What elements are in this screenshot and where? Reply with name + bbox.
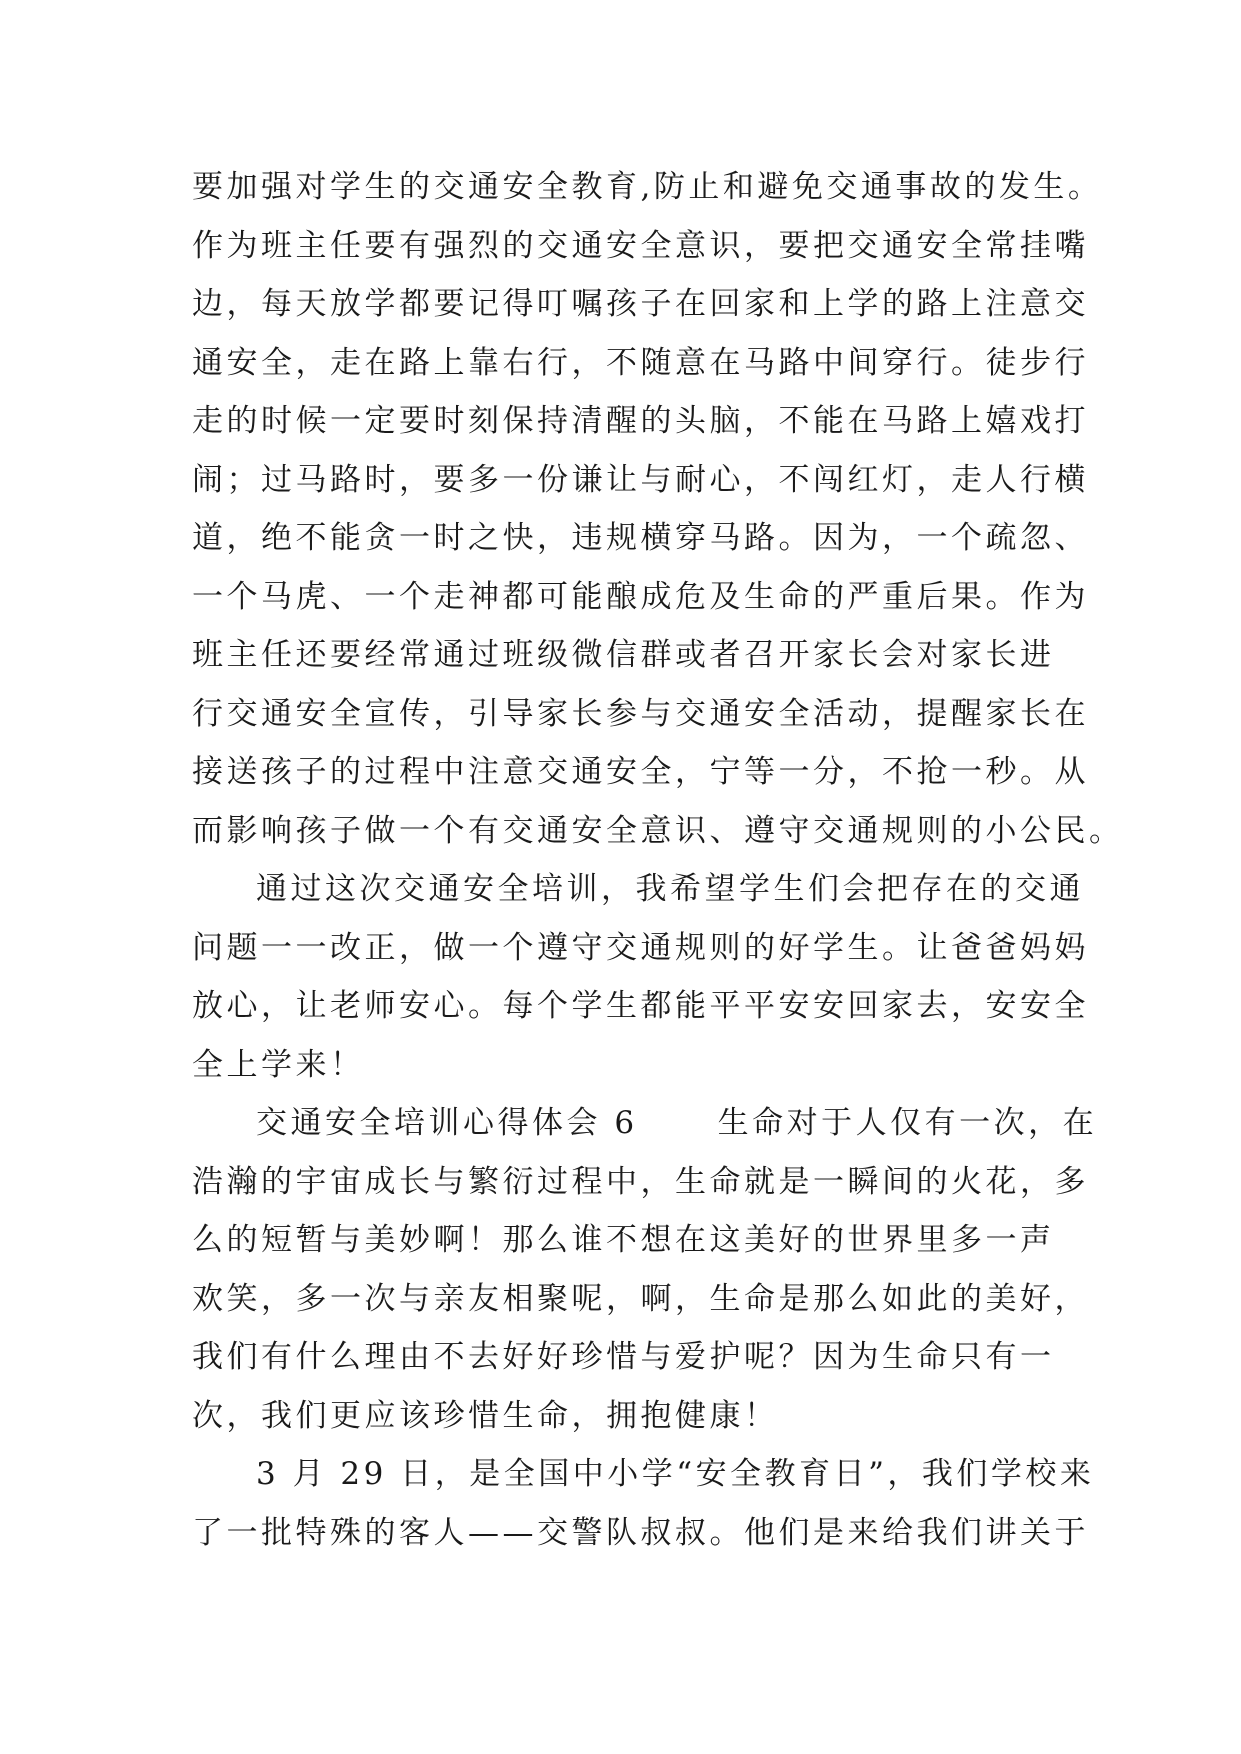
text-line: 通安全，走在路上靠右行，不随意在马路中间穿行。徒步行 [192, 344, 1089, 381]
text-line: 全上学来！ [192, 1046, 365, 1083]
text-line: 3 月 29 日，是全国中小学“安全教育日”，我们学校来 [256, 1456, 1095, 1492]
text-line: 我们有什么理由不去好好珍惜与爱护呢？因为生命只有一 [192, 1339, 1055, 1375]
text-line: 行交通安全宣传，引导家长参与交通安全活动，提醒家长在 [192, 695, 1089, 732]
text-line: 欢笑，多一次与亲友相聚呢，啊，生命是那么如此的美好， [192, 1280, 1089, 1317]
text-line: 作为班主任要有强烈的交通安全意识，要把交通安全常挂嘴 [192, 227, 1089, 264]
text-line: 走的时候一定要时刻保持清醒的头脑，不能在马路上嬉戏打 [192, 403, 1089, 439]
section-heading-continuation: 生命对于人仅有一次，在 [717, 1105, 1098, 1141]
text-line: 边，每天放学都要记得叮嘱孩子在回家和上学的路上注意交 [192, 286, 1089, 322]
text-line: 了一批特殊的客人——交警队叔叔。他们是来给我们讲关于 [192, 1514, 1089, 1551]
text-line: 班主任还要经常通过班级微信群或者召开家长会对家长进 [192, 637, 1055, 673]
text-line: 问题一一改正，做一个遵守交通规则的好学生。让爸爸妈妈 [192, 929, 1089, 966]
text-line: 浩瀚的宇宙成长与繁衍过程中，生命就是一瞬间的火花，多 [192, 1163, 1089, 1200]
text-line: 放心，让老师安心。每个学生都能平平安安回家去，安安全 [192, 988, 1089, 1024]
text-line: 而影响孩子做一个有交通安全意识、遵守交通规则的小公民。 [192, 812, 1124, 849]
text-line: 么的短暂与美妙啊！那么谁不想在这美好的世界里多一声 [192, 1222, 1055, 1258]
text-line: 次，我们更应该珍惜生命，拥抱健康！ [192, 1397, 779, 1434]
section-heading-title: 交通安全培训心得体会 6 [256, 1105, 638, 1141]
text-line: 道，绝不能贪一时之快，违规横穿马路。因为，一个疏忽、 [192, 520, 1089, 556]
text-line: 要加强对学生的交通安全教育,防止和避免交通事故的发生。 [192, 169, 1103, 205]
section-heading-line [192, 1094, 1112, 1153]
document-body [192, 158, 1124, 1562]
text-line: 接送孩子的过程中注意交通安全，宁等一分，不抢一秒。从 [192, 754, 1089, 790]
text-line: 通过这次交通安全培训，我希望学生们会把存在的交通 [256, 871, 1084, 907]
text-line: 闹；过马路时，要多一份谦让与耐心，不闯红灯，走人行横 [192, 461, 1089, 498]
text-line: 一个马虎、一个走神都可能酿成危及生命的严重后果。作为 [192, 578, 1089, 615]
